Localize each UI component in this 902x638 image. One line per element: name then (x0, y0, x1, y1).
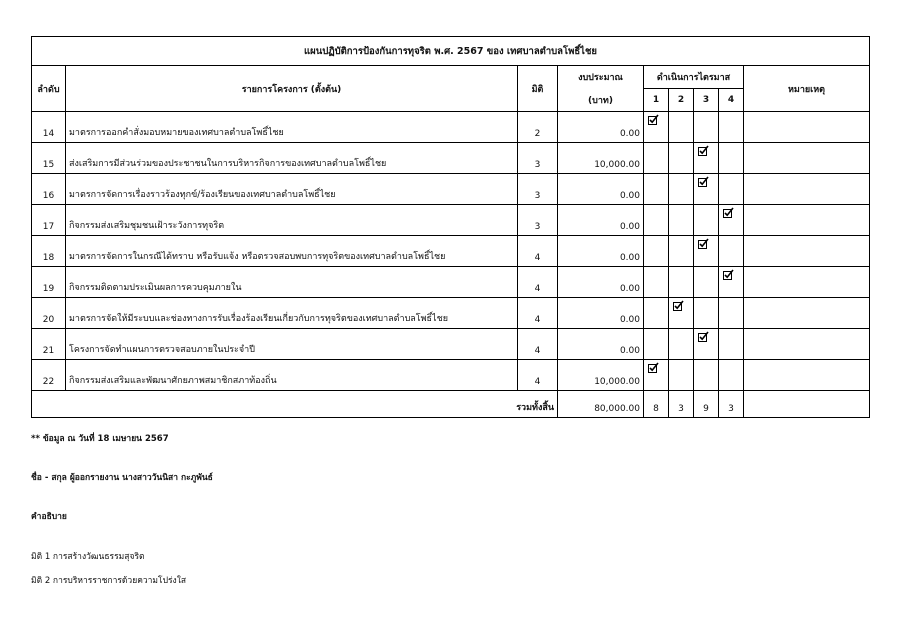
row-quarter-4 (719, 267, 744, 298)
checkbox-checked-icon (723, 207, 734, 218)
row-dimension: 2 (518, 112, 558, 143)
checkbox-checked-icon (648, 114, 659, 125)
row-quarter-3 (694, 112, 719, 143)
row-quarter-2 (669, 267, 694, 298)
row-dimension: 4 (518, 267, 558, 298)
total-budget: 80,000.00 (558, 391, 644, 418)
header-quarter-3: 3 (694, 89, 719, 112)
note-data-date: ** ข้อมูล ณ วันที่ 18 เมษายน 2567 (31, 434, 169, 444)
checkbox-checked-icon (698, 238, 709, 249)
row-quarter-4 (719, 174, 744, 205)
row-quarter-4 (719, 205, 744, 236)
row-project: มาตรการจัดการในกรณีได้ทราบ หรือรับแจ้ง หรือตรวจสอบพบการทุจริตของเทศบาลตำบลโพธิ์ไชย (66, 236, 518, 267)
header-project: รายการโครงการ (ตั้งต้น) (66, 66, 518, 112)
row-quarter-2 (669, 298, 694, 329)
table-row (32, 112, 870, 143)
row-quarter-1 (644, 205, 669, 236)
header-quarters: ดำเนินการไตรมาส (644, 66, 744, 89)
total-remark (744, 391, 870, 418)
row-remark (744, 329, 870, 360)
total-q1: 8 (644, 391, 669, 418)
row-quarter-3 (694, 205, 719, 236)
row-project: มาตรการจัดการเรื่องราวร้องทุกข์/ร้องเรียนของเทศบาลตำบลโพธิ์ไชย (66, 174, 518, 205)
total-row (32, 391, 870, 418)
row-quarter-4 (719, 298, 744, 329)
total-label: รวมทั้งสิ้น (32, 391, 558, 418)
header-budget-unit: (บาท) (558, 89, 644, 112)
note-reporter: ชื่อ - สกุล ผู้ออกรายงาน นางสาววันนิสา กะภูพันธ์ (31, 473, 213, 483)
total-q2: 3 (669, 391, 694, 418)
row-quarter-1 (644, 329, 669, 360)
row-quarter-2 (669, 205, 694, 236)
row-remark (744, 174, 870, 205)
row-budget: 0.00 (558, 236, 644, 267)
row-remark (744, 360, 870, 391)
row-quarter-4 (719, 329, 744, 360)
table-row (32, 360, 870, 391)
row-quarter-1 (644, 360, 669, 391)
header-quarter-2: 2 (669, 89, 694, 112)
row-quarter-1 (644, 298, 669, 329)
header-quarter-1: 1 (644, 89, 669, 112)
row-no: 22 (32, 360, 66, 391)
row-project: ส่งเสริมการมีส่วนร่วมของประชาชนในการบริหารกิจการของเทศบาลตำบลโพธิ์ไชย (66, 143, 518, 174)
row-project: กิจกรรมส่งเสริมและพัฒนาศักยภาพสมาชิกสภาท้องถิ่น (66, 360, 518, 391)
table-row (32, 329, 870, 360)
table-row (32, 267, 870, 298)
checkbox-checked-icon (698, 145, 709, 156)
row-project: มาตรการออกคำสั่งมอบหมายของเทศบาลตำบลโพธิ์ไชย (66, 112, 518, 143)
row-no: 21 (32, 329, 66, 360)
row-quarter-3 (694, 174, 719, 205)
row-quarter-2 (669, 360, 694, 391)
header-dimension: มิติ (518, 66, 558, 112)
total-q3: 9 (694, 391, 719, 418)
row-dimension: 4 (518, 298, 558, 329)
note-dimension-2: มิติ 2 การบริหารราชการด้วยความโปร่งใส (31, 576, 187, 586)
checkbox-checked-icon (673, 300, 684, 311)
row-no: 17 (32, 205, 66, 236)
row-quarter-1 (644, 174, 669, 205)
row-quarter-2 (669, 174, 694, 205)
checkbox-checked-icon (648, 362, 659, 373)
row-project: กิจกรรมติดตามประเมินผลการควบคุมภายใน (66, 267, 518, 298)
row-no: 15 (32, 143, 66, 174)
note-dimension-1: มิติ 1 การสร้างวัฒนธรรมสุจริต (31, 552, 145, 562)
row-remark (744, 267, 870, 298)
row-dimension: 4 (518, 329, 558, 360)
row-remark (744, 236, 870, 267)
row-quarter-3 (694, 298, 719, 329)
row-budget: 10,000.00 (558, 360, 644, 391)
row-no: 18 (32, 236, 66, 267)
row-remark (744, 205, 870, 236)
row-no: 16 (32, 174, 66, 205)
row-budget: 0.00 (558, 174, 644, 205)
plan-table (31, 36, 870, 418)
row-dimension: 3 (518, 143, 558, 174)
row-dimension: 4 (518, 236, 558, 267)
header-quarter-4: 4 (719, 89, 744, 112)
table-title: แผนปฏิบัติการป้องกันการทุจริต พ.ศ. 2567 ของ เทศบาลตำบลโพธิ์ไชย (32, 37, 870, 66)
row-quarter-2 (669, 143, 694, 174)
note-explain-heading: คำอธิบาย (31, 512, 67, 522)
row-no: 14 (32, 112, 66, 143)
header-remark: หมายเหตุ (744, 66, 870, 112)
row-budget: 0.00 (558, 205, 644, 236)
total-q4: 3 (719, 391, 744, 418)
row-budget: 0.00 (558, 112, 644, 143)
header-budget: งบประมาณ (558, 66, 644, 89)
row-budget: 0.00 (558, 298, 644, 329)
row-quarter-2 (669, 112, 694, 143)
row-budget: 0.00 (558, 267, 644, 298)
checkbox-checked-icon (698, 176, 709, 187)
row-quarter-3 (694, 143, 719, 174)
table-row (32, 174, 870, 205)
row-project: กิจกรรมส่งเสริมชุมชนเฝ้าระวังการทุจริต (66, 205, 518, 236)
row-budget: 0.00 (558, 329, 644, 360)
row-quarter-3 (694, 236, 719, 267)
row-quarter-4 (719, 236, 744, 267)
row-quarter-2 (669, 236, 694, 267)
row-quarter-1 (644, 236, 669, 267)
checkbox-checked-icon (698, 331, 709, 342)
row-dimension: 3 (518, 205, 558, 236)
row-dimension: 3 (518, 174, 558, 205)
row-quarter-1 (644, 112, 669, 143)
table-row (32, 298, 870, 329)
checkbox-checked-icon (723, 269, 734, 280)
row-remark (744, 143, 870, 174)
row-no: 20 (32, 298, 66, 329)
table-row (32, 205, 870, 236)
row-no: 19 (32, 267, 66, 298)
row-quarter-4 (719, 112, 744, 143)
row-quarter-3 (694, 267, 719, 298)
table-row (32, 143, 870, 174)
row-quarter-4 (719, 360, 744, 391)
plan-sheet (31, 36, 869, 418)
row-remark (744, 112, 870, 143)
header-order: ลำดับ (32, 66, 66, 112)
row-quarter-3 (694, 329, 719, 360)
row-dimension: 4 (518, 360, 558, 391)
row-budget: 10,000.00 (558, 143, 644, 174)
row-quarter-1 (644, 267, 669, 298)
row-quarter-1 (644, 143, 669, 174)
table-row (32, 236, 870, 267)
row-quarter-2 (669, 329, 694, 360)
row-quarter-3 (694, 360, 719, 391)
row-project: โครงการจัดทำแผนการตรวจสอบภายในประจำปี (66, 329, 518, 360)
row-remark (744, 298, 870, 329)
row-quarter-4 (719, 143, 744, 174)
row-project: มาตรการจัดให้มีระบบและช่องทางการรับเรื่องร้องเรียนเกี่ยวกับการทุจริตของเทศบาลตำบลโพธิ์ไชย (66, 298, 518, 329)
